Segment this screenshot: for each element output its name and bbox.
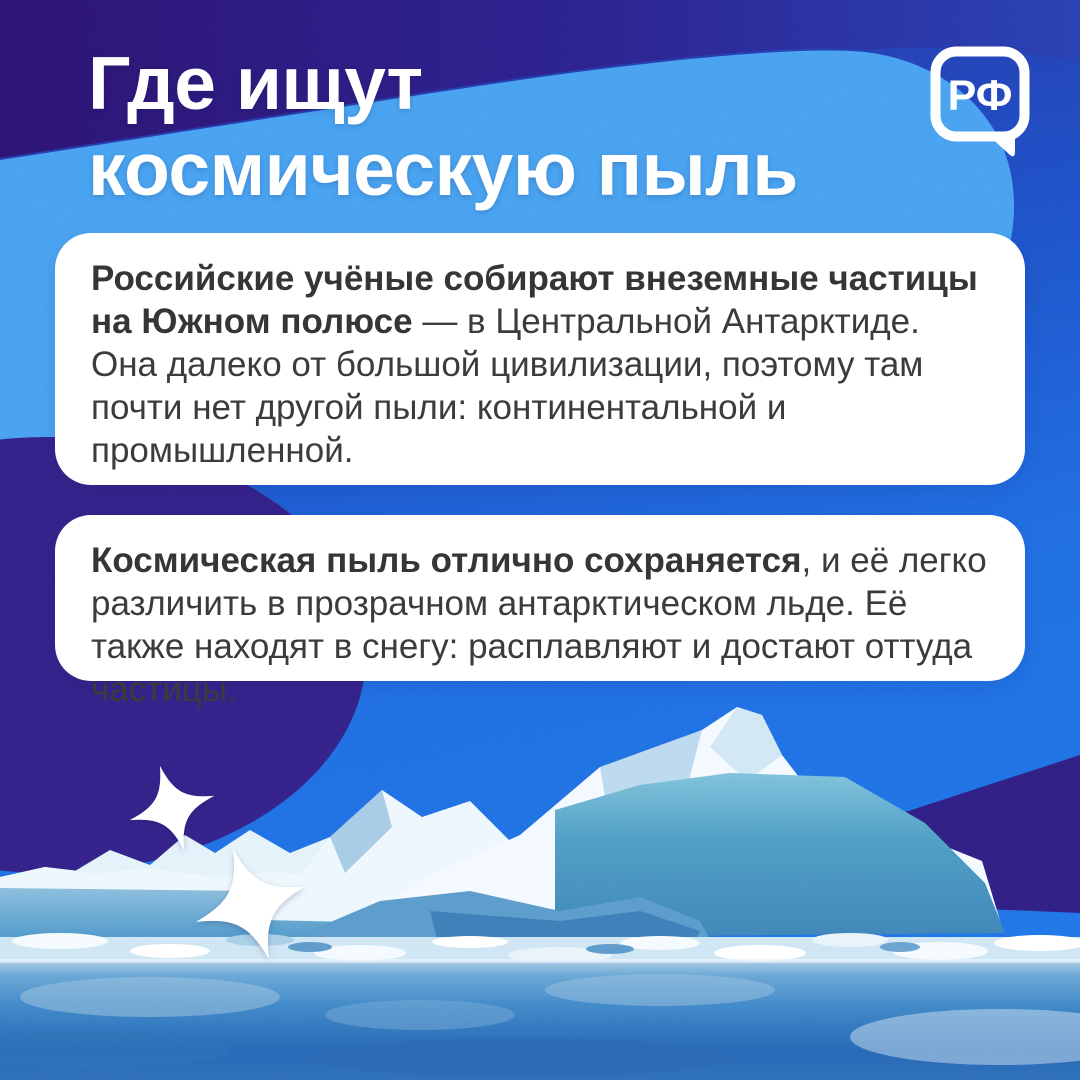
fact-card-1-body: — в Центральной Антарктиде. Она далеко от большой цивилизации, поэтому там почти нет другой пыли: континентальной и промышленной.	[91, 302, 924, 470]
fact-card-1	[55, 233, 1025, 485]
sparkle-star-icon	[185, 838, 317, 970]
waterline-highlight	[0, 959, 1080, 963]
iceberg-photo	[0, 685, 1080, 1080]
fact-card-1-lead: Российские учёные собирают внеземные частицы на Южном полюсе	[91, 259, 978, 341]
rf-logo-icon	[926, 42, 1034, 158]
fact-card-2	[55, 515, 1025, 709]
poster-title-line2: космическую пыль	[88, 127, 798, 211]
rf-logo-label: РФ	[947, 72, 1013, 120]
poster-title	[88, 40, 988, 212]
fact-card-2-body: , и её легко различить в прозрачном антарктическом льде. Её также находят в снегу: расплавляют и достают оттуда частицы.	[91, 541, 987, 709]
fact-card-2-lead: Космическая пыль отлично сохраняется	[91, 541, 802, 580]
poster-title-line1: Где ищут	[88, 41, 423, 125]
